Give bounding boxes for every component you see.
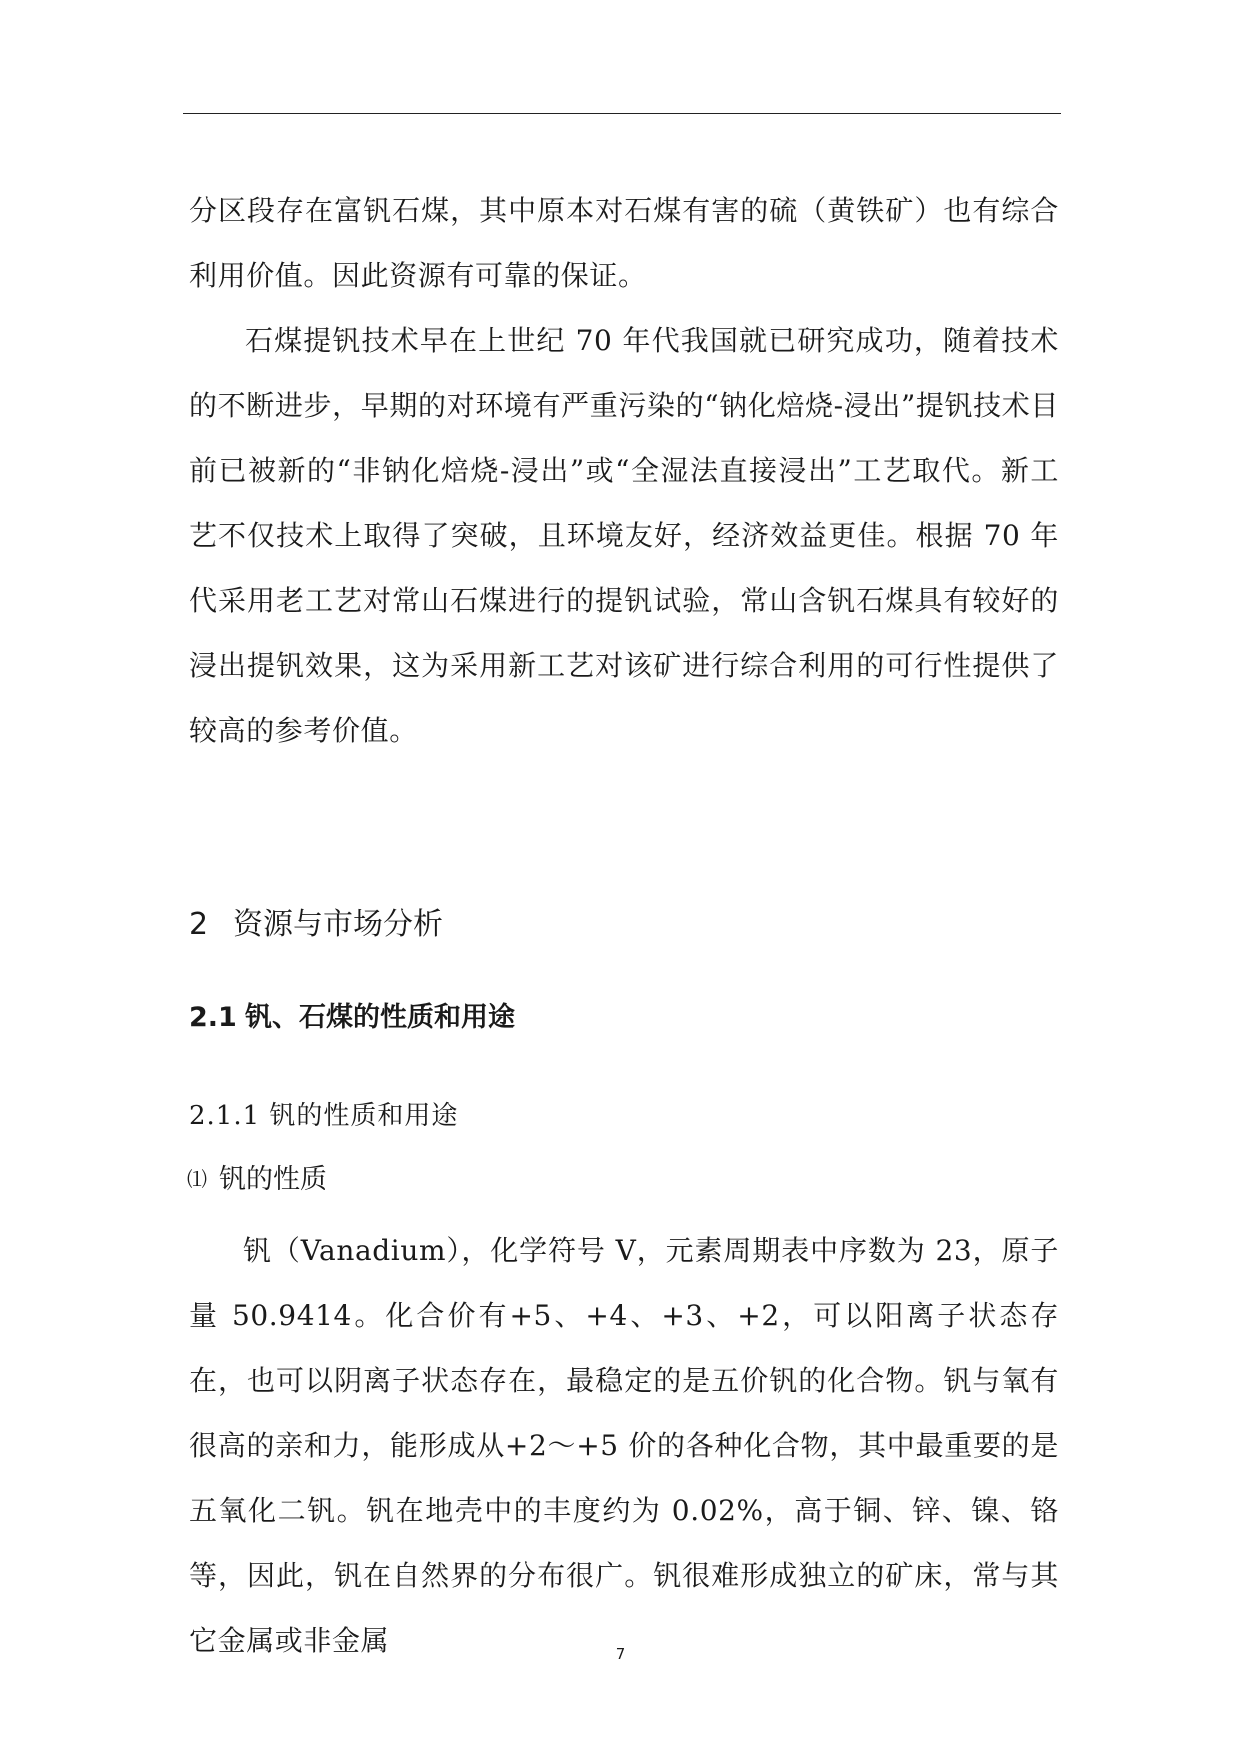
header-rule <box>183 113 1061 114</box>
item-title: 钒的性质 <box>219 1164 327 1195</box>
paragraph-vanadium-properties: 钒（Vanadium），化学符号 V，元素周期表中序数为 23，原子量 50.9414。化合价有+5、+4、+3、+2，可以阳离子状态存在，也可以阴离子状态存在，最稳定的是五价钒的化合物。钒与氧有很高的亲和力，能形成从+2～+5 价的各种化合物，其中最重要的是五氧化二钒。钒在地壳中的丰度约为 0.02%，高于铜、锌、镍、铬等，因此，钒在自然界的分布很广。钒很难形成独立的矿床，常与其它金属或非金属 <box>189 1234 1059 1657</box>
section-title: 资源与市场分析 <box>233 907 443 942</box>
item-heading <box>187 1160 327 1201</box>
section-number: 2 <box>189 907 209 942</box>
item-marker: ⑴ <box>187 1167 207 1191</box>
subsection-heading <box>189 998 515 1038</box>
subsection-number: 2.1 <box>189 1002 237 1033</box>
page-number: 7 <box>615 1645 626 1663</box>
paragraph-resource-guarantee: 分区段存在富钒石煤，其中原本对石煤有害的硫（黄铁矿）也有综合利用价值。因此资源有可靠的保证。 <box>189 194 1059 292</box>
section-heading <box>189 905 443 945</box>
subsubsection-heading: 2.1.1 钒的性质和用途 <box>189 1101 459 1131</box>
paragraph-extraction-technology: 石煤提钒技术早在上世纪 70 年代我国就已研究成功，随着技术的不断进步，早期的对环境有严重污染的“钠化焙烧-浸出”提钒技术目前已被新的“非钠化焙烧-浸出”或“全湿法直接浸出”工艺取代。新工艺不仅技术上取得了突破，且环境友好，经济效益更佳。根据 70 年代采用老工艺对常山石煤进行的提钒试验，常山含钒石煤具有较好的浸出提钒效果，这为采用新工艺对该矿进行综合利用的可行性提供了较高的参考价值。 <box>189 324 1059 747</box>
subsection-title: 钒、石煤的性质和用途 <box>245 1002 515 1033</box>
